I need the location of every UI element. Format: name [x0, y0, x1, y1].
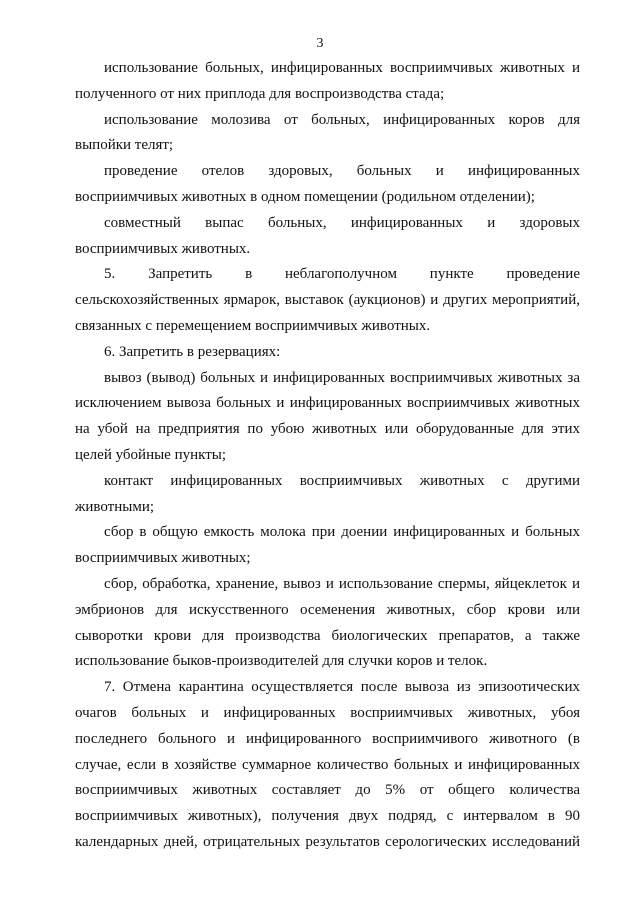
paragraph-item-7: 7. Отмена карантина осуществляется после вывоза из эпизоотических очагов больных и инфицированных восприимчивых животных, убоя последнего больного и инфицированного восприимчивого животного (в случае, если в хозяйстве суммарное количество больных и инфицированных восприимчивых животных составляет до 5% от общего количества восприимчивых животных), получения двух подряд, с интервалом в 90 календарных дней, отрицательных результатов серологических исследований: [75, 679, 580, 850]
paragraph-7: контакт инфицированных восприимчивых животных с другими животными;: [75, 472, 580, 515]
paragraph-1: использование больных, инфицированных восприимчивых животных и полученного от них приплода для воспроизводства стада;: [75, 60, 580, 102]
paragraph-9: сбор, обработка, хранение, вывоз и использование спермы, яйцеклеток и эмбрионов для искусственного осеменения животных, сбор крови или сыворотки крови для производства биологических препаратов, а также использование быков-производителей для случки коров и телок.: [75, 575, 580, 670]
page-number: 3: [316, 36, 324, 51]
document-body: [75, 56, 580, 856]
paragraph-item-5: 5. Запретить в неблагополучном пункте проведение сельскохозяйственных ярмарок, выставок (аукционов) и других мероприятий, связанных с перемещением восприимчивых животных.: [75, 266, 580, 334]
paragraph-2: использование молозива от больных, инфицированных коров для выпойки телят;: [75, 111, 580, 154]
paragraph-8: сбор в общую емкость молока при доении инфицированных и больных восприимчивых животных;: [75, 524, 580, 567]
paragraph-3: проведение отелов здоровых, больных и инфицированных восприимчивых животных в одном помещении (родильном отделении);: [75, 163, 580, 205]
paragraph-item-6-heading: 6. Запретить в резервациях:: [104, 343, 281, 360]
paragraph-4: совместный выпас больных, инфицированных и здоровых восприимчивых животных.: [75, 214, 580, 257]
paragraph-6: вывоз (вывод) больных и инфицированных восприимчивых животных за исключением вывоза больных и инфицированных восприимчивых животных на убой на предприятия по убою животных или оборудованные для этих целей убойные пункты;: [75, 369, 580, 463]
